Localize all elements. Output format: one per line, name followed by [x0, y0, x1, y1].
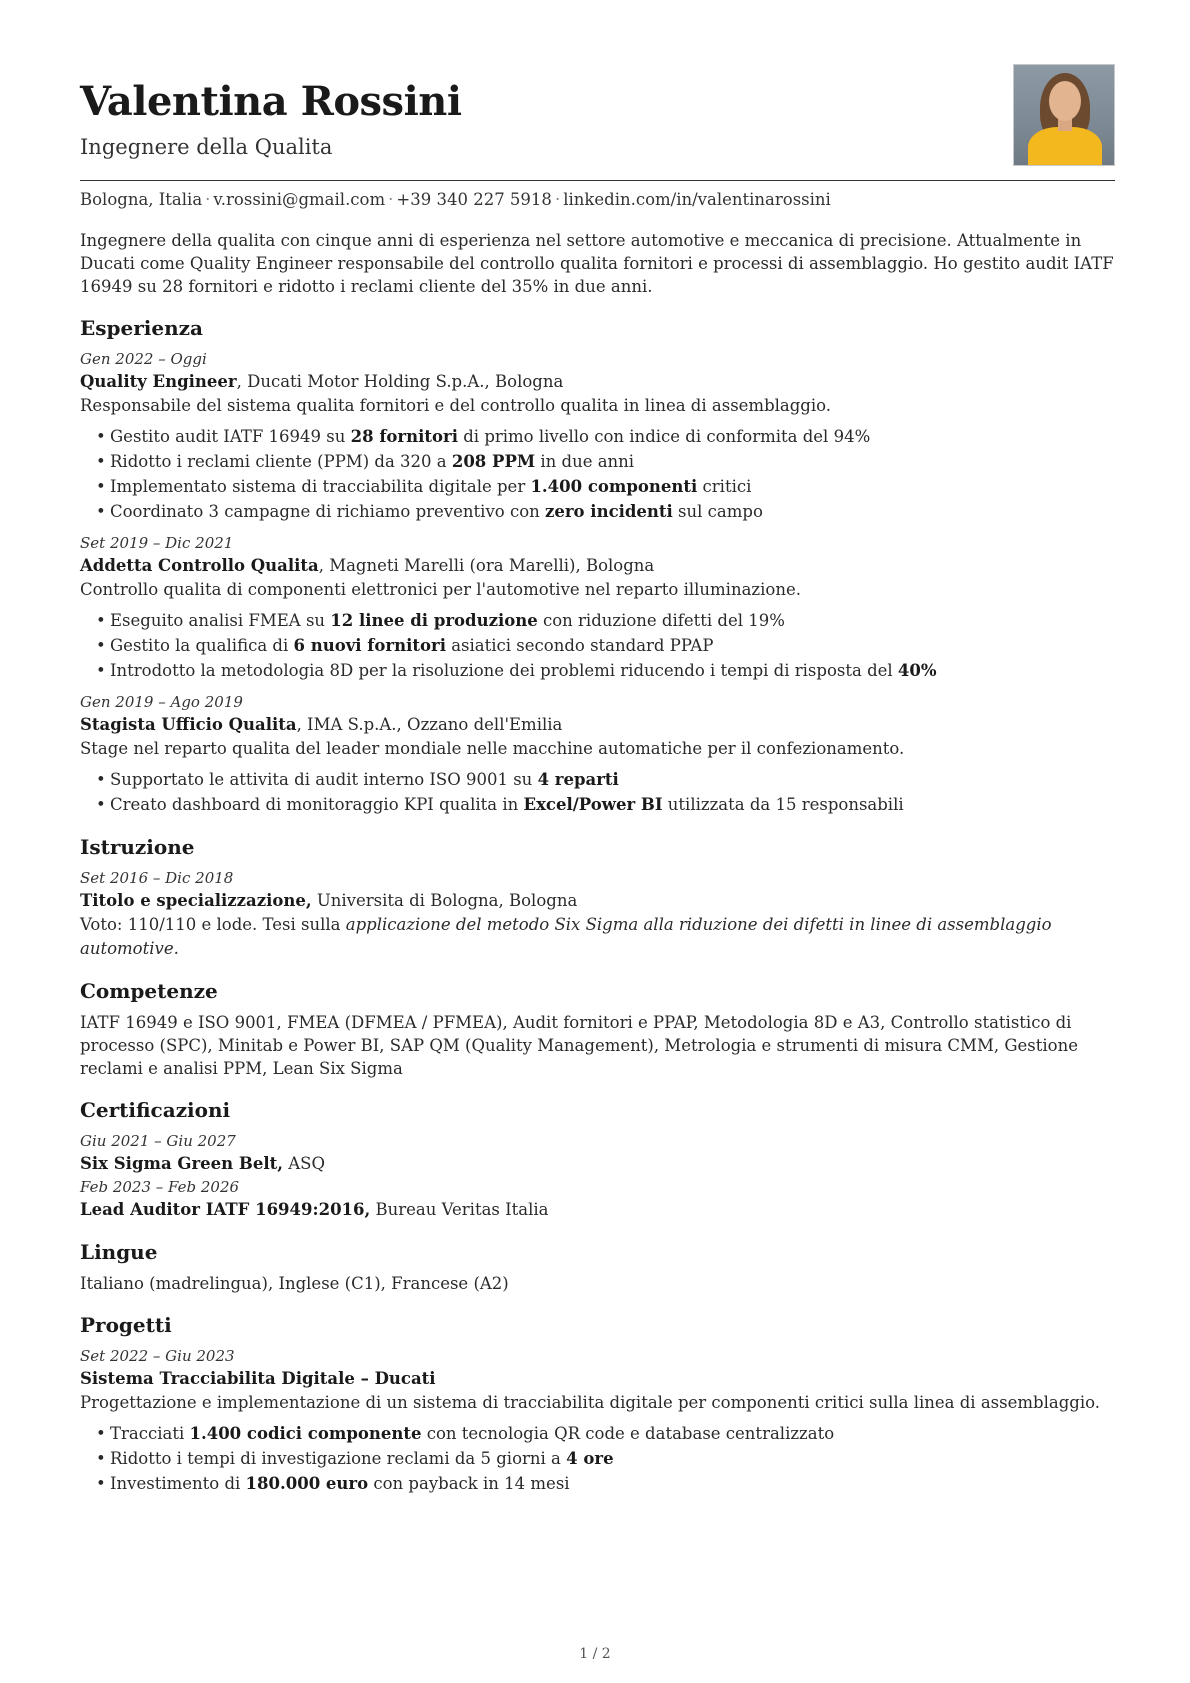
section-heading-languages: Lingue — [80, 1240, 158, 1264]
candidate-name: Valentina Rossini — [80, 78, 462, 125]
certification-title: Lead Auditor IATF 16949:2016, Bureau Veritas Italia — [80, 1200, 549, 1219]
certification-date: Giu 2021 – Giu 2027 — [80, 1132, 236, 1150]
bullet-highlight: 40% — [897, 661, 937, 680]
section-heading-certifications: Certificazioni — [80, 1098, 231, 1122]
job-title: Addetta Controllo Qualita — [80, 556, 319, 575]
bullet-highlight: 1.400 componenti — [530, 477, 698, 496]
bullet-item: • Ridotto i tempi di investigazione reclami da 5 giorni a 4 ore — [110, 1446, 1115, 1471]
project-date: Set 2022 – Giu 2023 — [80, 1347, 235, 1365]
section-heading-projects: Progetti — [80, 1313, 172, 1337]
contact-email[interactable]: v.rossini@gmail.com — [213, 190, 386, 209]
resume-header — [80, 62, 1115, 180]
profile-summary: Ingegnere della qualita con cinque anni di esperienza nel settore automotive e meccanica di precisione. Attualmente in Ducati come Quality Engineer responsabile del controllo qualita fornitori e processi di assemblaggio. Ho gestito audit IATF 16949 su 28 fornitori e ridotto i reclami cliente del 35% in due anni. — [80, 231, 1114, 296]
experience-bullets — [80, 767, 1115, 817]
bullet-item: • Gestito la qualifica di 6 nuovi fornitori asiatici secondo standard PPAP — [110, 633, 1115, 658]
employer: , Magneti Marelli (ora Marelli), Bologna — [318, 556, 655, 575]
bullet-highlight: zero incidenti — [545, 502, 673, 521]
bullet-item: • Gestito audit IATF 16949 su 28 fornitori di primo livello con indice di conformita del 94% — [110, 424, 1115, 449]
project-bullets — [80, 1421, 1115, 1496]
bullet-highlight: 1.400 codici componente — [189, 1424, 422, 1443]
bullet-highlight: 4 reparti — [537, 770, 619, 789]
languages-text: Italiano (madrelingua), Inglese (C1), Francese (A2) — [80, 1274, 509, 1293]
employer: , Ducati Motor Holding S.p.A., Bologna — [236, 372, 564, 391]
experience-date: Set 2019 – Dic 2021 — [80, 534, 234, 552]
skills-text: IATF 16949 e ISO 9001, FMEA (DFMEA / PFMEA), Audit fornitori e PPAP, Metodologia 8D e A3, Controllo statistico di processo (SPC), Minitab e Power BI, SAP QM (Quality Management), Metrologia e strumenti di misura CMM, Gestione reclami e analisi PPM, Lean Six Sigma — [80, 1013, 1078, 1078]
bullet-highlight: 6 nuovi fornitori — [293, 636, 446, 655]
certifications-section — [80, 1098, 1115, 1222]
bullet-highlight: Excel/Power BI — [523, 795, 663, 814]
candidate-role: Ingegnere della Qualita — [80, 135, 333, 159]
experience-entry — [80, 348, 1115, 524]
experience-title — [80, 713, 1115, 737]
experience-date: Gen 2019 – Ago 2019 — [80, 693, 243, 711]
header-divider — [80, 180, 1115, 181]
experience-section — [80, 316, 1115, 817]
project-desc: Progettazione e implementazione di un sistema di tracciabilita digitale per componenti critici sulla linea di assemblaggio. — [80, 1393, 1100, 1412]
certification-entry — [80, 1130, 1115, 1176]
projects-section — [80, 1313, 1115, 1496]
contact-location: Bologna, Italia — [80, 190, 203, 209]
bullet-highlight: 180.000 euro — [245, 1474, 369, 1493]
education-section — [80, 835, 1115, 961]
bullet-item: • Tracciati 1.400 codici componente con tecnologia QR code e database centralizzato — [110, 1421, 1115, 1446]
job-title: Quality Engineer — [80, 372, 237, 391]
project-title: Sistema Tracciabilita Digitale – Ducati — [80, 1369, 436, 1388]
bullet-item: • Investimento di 180.000 euro con payback in 14 mesi — [110, 1471, 1115, 1496]
certification-title: Six Sigma Green Belt, ASQ — [80, 1154, 325, 1173]
education-date: Set 2016 – Dic 2018 — [80, 869, 234, 887]
experience-title — [80, 554, 1115, 578]
certification-date: Feb 2023 – Feb 2026 — [80, 1178, 240, 1196]
section-heading-skills: Competenze — [80, 979, 218, 1003]
bullet-item: • Creato dashboard di monitoraggio KPI qualita in Excel/Power BI utilizzata da 15 responsabili — [110, 792, 1115, 817]
bullet-highlight: 28 fornitori — [350, 427, 458, 446]
contact-phone[interactable]: +39 340 227 5918 — [396, 190, 552, 209]
experience-entry — [80, 532, 1115, 683]
experience-desc: Controllo qualita di componenti elettronici per l'automotive nel reparto illuminazione. — [80, 580, 801, 599]
education-title: Titolo e specializzazione, Universita di Bologna, Bologna — [80, 891, 578, 910]
bullet-item: • Introdotto la metodologia 8D per la risoluzione dei problemi riducendo i tempi di risposta del 40% — [110, 658, 1115, 683]
experience-desc: Responsabile del sistema qualita fornitori e del controllo qualita in linea di assemblaggio. — [80, 396, 832, 415]
bullet-highlight: 208 PPM — [451, 452, 536, 471]
bullet-item: • Eseguito analisi FMEA su 12 linee di produzione con riduzione difetti del 19% — [110, 608, 1115, 633]
experience-entry — [80, 691, 1115, 817]
page-number: 1 / 2 — [579, 1646, 611, 1662]
experience-desc: Stage nel reparto qualita del leader mondiale nelle macchine automatiche per il confezionamento. — [80, 739, 905, 758]
profile-photo — [1013, 64, 1115, 166]
languages-section — [80, 1240, 1115, 1295]
bullet-item: • Coordinato 3 campagne di richiamo preventivo con zero incidenti sul campo — [110, 499, 1115, 524]
section-heading-experience: Esperienza — [80, 316, 203, 340]
certification-entry — [80, 1176, 1115, 1222]
experience-date: Gen 2022 – Oggi — [80, 350, 207, 368]
contact-line: Bologna, Italia · v.rossini@gmail.com · +39 340 227 5918 · linkedin.com/in/valentinarossini — [80, 190, 831, 209]
experience-bullets — [80, 424, 1115, 524]
contact-linkedin[interactable]: linkedin.com/in/valentinarossini — [563, 190, 831, 209]
bullet-item: • Implementato sistema di tracciabilita digitale per 1.400 componenti critici — [110, 474, 1115, 499]
job-title: Stagista Ufficio Qualita — [80, 715, 297, 734]
experience-title — [80, 370, 1115, 394]
skills-section — [80, 979, 1115, 1080]
section-heading-education: Istruzione — [80, 835, 195, 859]
education-desc: Voto: 110/110 e lode. Tesi sulla applicazione del metodo Six Sigma alla riduzione dei difetti in linee di assemblaggio automotive. — [80, 915, 1052, 958]
bullet-item: • Ridotto i reclami cliente (PPM) da 320 a 208 PPM in due anni — [110, 449, 1115, 474]
bullet-item: • Supportato le attivita di audit interno ISO 9001 su 4 reparti — [110, 767, 1115, 792]
bullet-highlight: 4 ore — [566, 1449, 614, 1468]
experience-bullets — [80, 608, 1115, 683]
employer: , IMA S.p.A., Ozzano dell'Emilia — [296, 715, 563, 734]
bullet-highlight: 12 linee di produzione — [330, 611, 538, 630]
resume-page — [80, 62, 1115, 1504]
